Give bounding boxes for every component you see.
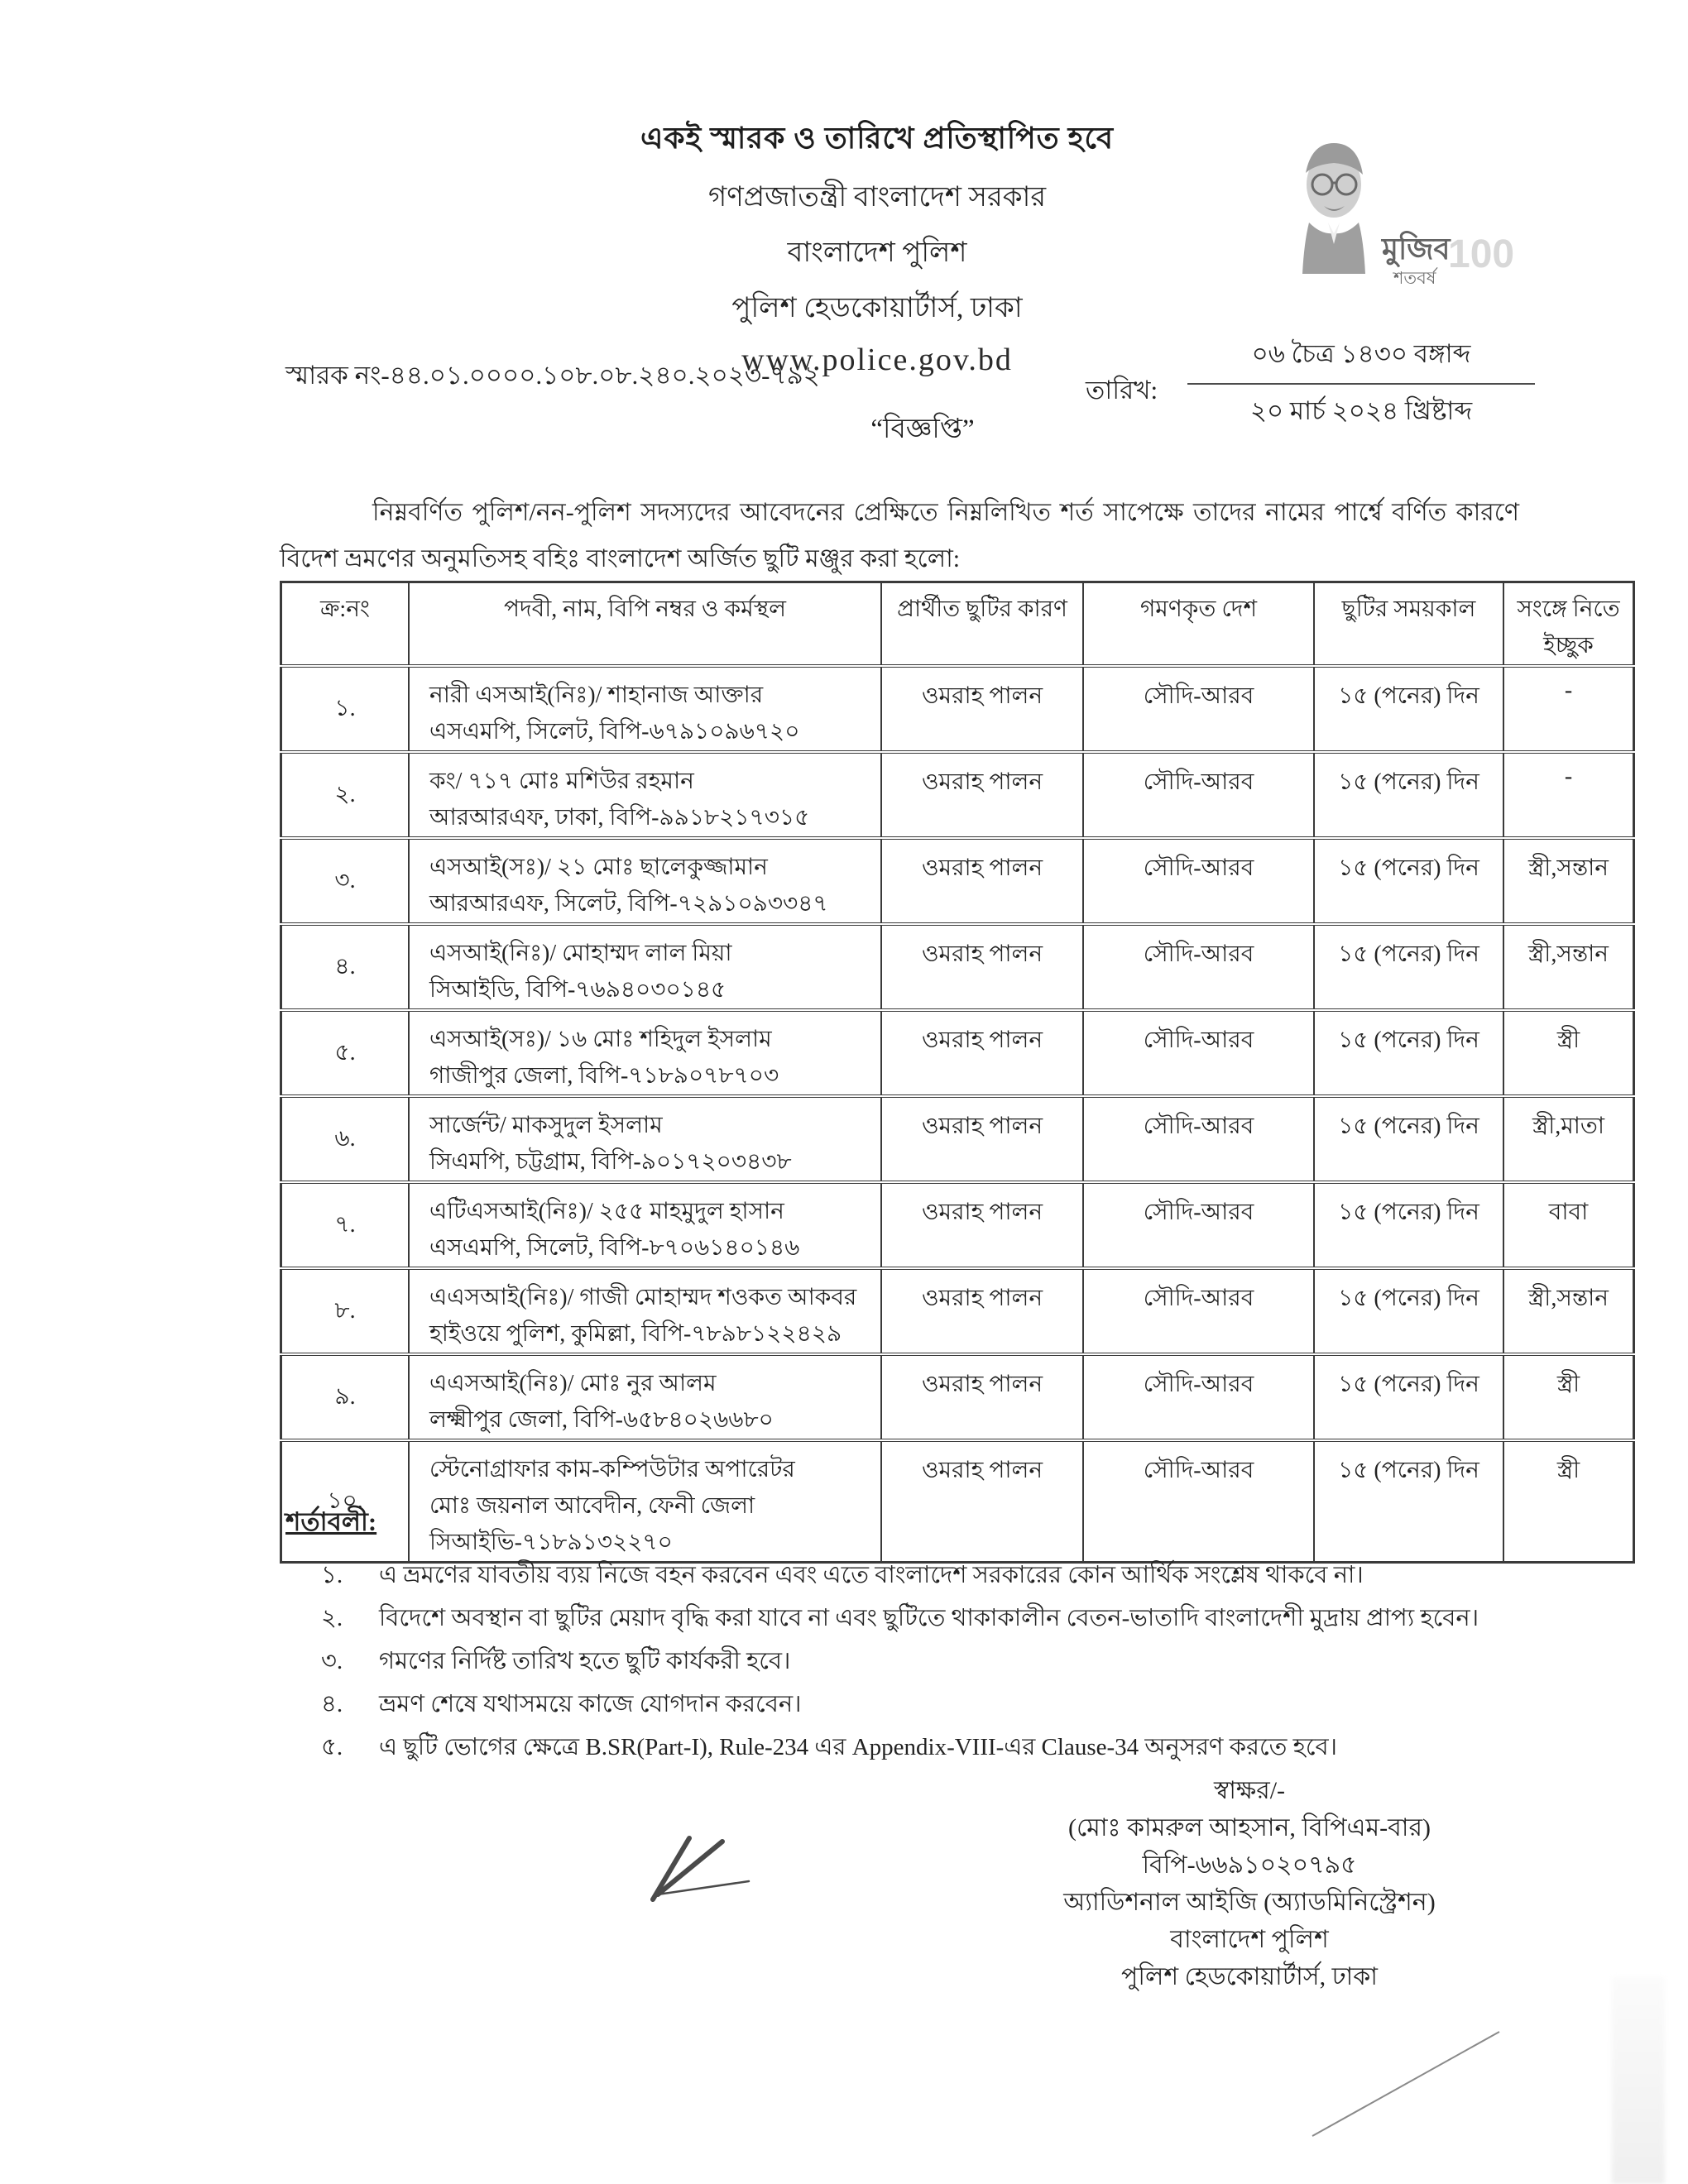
government-name: গণপ্রজাতন্ত্রী বাংলাদেশ সরকার: [707, 182, 1047, 213]
cell-reason: ওমরাহ পালন: [881, 838, 1083, 924]
condition-text: বিদেশে অবস্থান বা ছুটির মেয়াদ বৃদ্ধি করা যাবে না এবং ছুটিতে থাকাকালীন বেতন-ভাতাদি বাংলাদেশী মুদ্রায় প্রাপ্য হবেন।: [379, 1605, 1479, 1631]
header-serial: ক্র:নং: [281, 582, 410, 667]
website-text: www.police.gov.bd: [741, 342, 1013, 377]
cell-country: সৌদি-আরব: [1083, 1354, 1314, 1440]
cell-country: সৌদি-আরব: [1083, 838, 1314, 924]
cell-duration: ১৫ (পনের) দিন: [1314, 1182, 1503, 1268]
cell-companion: বাবা: [1503, 1182, 1634, 1268]
cell-serial: ৮.: [281, 1268, 410, 1354]
handwritten-initial-mark: [641, 1830, 753, 1909]
leave-table: [280, 581, 1635, 1564]
header-country: গমণকৃত দেশ: [1083, 582, 1314, 667]
cell-country: সৌদি-আরব: [1083, 1096, 1314, 1182]
condition-text: এ ভ্রমণের যাবতীয় ব্যয় নিজে বহন করবেন এবং এতে বাংলাদেশ সরকারের কোন আর্থিক সংশ্লেষ থাকবে না।: [379, 1562, 1364, 1588]
condition-number: ৫.: [321, 1734, 343, 1760]
cell-companion: স্ত্রী,সন্তান: [1503, 1268, 1634, 1354]
name-line: এসএমপি, সিলেট, বিপি-৮৭০৬১৪০১৪৬: [429, 1235, 800, 1261]
letterhead: [463, 116, 1291, 378]
cell-companion: স্ত্রী,সন্তান: [1503, 838, 1634, 924]
signatory-designation: অ্যাডিশনাল আইজি (অ্যাডমিনিস্ট্রেশন): [1063, 1889, 1436, 1916]
cell-country: সৌদি-আরব: [1083, 666, 1314, 752]
name-line: নারী এসআই(নিঃ)/ শাহানাজ আক্তার: [429, 682, 764, 708]
notice-title: “বিজ্ঞপ্তি”: [870, 414, 975, 444]
cell-name: [409, 924, 881, 1010]
name-line: কং/ ৭১৭ মোঃ মশিউর রহমান: [429, 769, 694, 794]
cell-serial: ৭.: [281, 1182, 410, 1268]
logo-100-text: 100: [1448, 232, 1515, 276]
cell-companion: স্ত্রী: [1503, 1354, 1634, 1440]
name-line: সিআইভি-৭১৮৯১৩২২৭০: [429, 1530, 673, 1555]
cell-serial: ২.: [281, 752, 410, 838]
cell-reason: ওমরাহ পালন: [881, 752, 1083, 838]
conditions-heading: শর্তাবলী:: [285, 1507, 377, 1536]
header-duration: ছুটির সময়কাল: [1314, 582, 1503, 667]
cell-duration: ১৫ (পনের) দিন: [1314, 1268, 1503, 1354]
scan-artifact-line: [1306, 2024, 1508, 2143]
replacement-note: একই স্মারক ও তারিখে প্রতিস্থাপিত হবে: [640, 122, 1115, 155]
table-row: [281, 666, 1634, 752]
cell-country: সৌদি-আরব: [1083, 1182, 1314, 1268]
table-row: [281, 1440, 1634, 1563]
cell-reason: ওমরাহ পালন: [881, 1010, 1083, 1096]
condition-item: [321, 1602, 1537, 1635]
intro-paragraph: নিম্নবর্ণিত পুলিশ/নন-পুলিশ সদস্যদের আবেদনের প্রেক্ষিতে নিম্নলিখিত শর্ত সাপেক্ষে তাদের নামের পার্শ্বে বর্ণিত কারণে বিদেশ ভ্রমণের অনুমতিসহ বহিঃ বাংলাদেশ অর্জিত ছুটি মঞ্জুর করা হলো:: [280, 499, 1519, 572]
table-header-row: [281, 582, 1634, 667]
condition-text: এ ছুটি ভোগের ক্ষেত্রে B.SR(Part-I), Rule-234 এর Appendix-VIII-এর Clause-34 অনুসরণ করতে হবে।: [379, 1734, 1338, 1760]
signature-block: [968, 1772, 1531, 1995]
condition-item: [321, 1688, 1537, 1721]
cell-name: [409, 838, 881, 924]
cell-duration: ১৫ (পনের) দিন: [1314, 838, 1503, 924]
name-line: এএসআই(নিঃ)/ মোঃ নুর আলম: [429, 1371, 717, 1396]
cell-country: সৌদি-আরব: [1083, 752, 1314, 838]
cell-duration: ১৫ (পনের) দিন: [1314, 752, 1503, 838]
cell-companion: স্ত্রী,সন্তান: [1503, 924, 1634, 1010]
table-row: [281, 752, 1634, 838]
scan-edge-shadow: [1612, 1977, 1665, 2184]
cell-country: সৌদি-আরব: [1083, 1440, 1314, 1563]
cell-duration: ১৫ (পনের) দিন: [1314, 1010, 1503, 1096]
signed-label: স্বাক্ষর/-: [1213, 1777, 1286, 1804]
name-line: আরআরএফ, ঢাকা, বিপি-৯৯১৮২১৭৩১৫: [429, 805, 810, 831]
cell-name: [409, 1268, 881, 1354]
cell-name: [409, 1182, 881, 1268]
name-line: এসআই(সঃ)/ ১৬ মোঃ শহিদুল ইসলাম: [429, 1027, 772, 1052]
condition-number: ৪.: [321, 1691, 343, 1717]
cell-serial: ৩.: [281, 838, 410, 924]
name-line: এসআই(সঃ)/ ২১ মোঃ ছালেকুজ্জামান: [429, 855, 768, 880]
mujib-portrait-icon: [1289, 134, 1379, 276]
condition-number: ৩.: [321, 1648, 343, 1674]
cell-companion: -: [1503, 752, 1634, 838]
condition-number: ১.: [321, 1562, 343, 1588]
cell-reason: ওমরাহ পালন: [881, 1096, 1083, 1182]
cell-companion: -: [1503, 666, 1634, 752]
signatory-organization: বাংলাদেশ পুলিশ: [1170, 1926, 1329, 1953]
mujib-100-logo: [1289, 134, 1515, 288]
name-line: লক্ষ্মীপুর জেলা, বিপি-৬৫৮৪০২৬৬৮০: [429, 1407, 774, 1433]
header-companion: সংঙ্গে নিতে ইচ্ছুক: [1517, 596, 1620, 659]
logo-shotoborsho-text: শতবর্ষ: [1393, 268, 1436, 288]
name-line: স্টেনোগ্রাফার কাম-কম্পিউটার অপারেটর: [429, 1457, 795, 1482]
cell-serial: ৪.: [281, 924, 410, 1010]
date-bangla: ০৬ চৈত্র ১৪৩০ বঙ্গাব্দ: [1187, 334, 1535, 385]
name-line: সিএমপি, চট্টগ্রাম, বিপি-৯০১৭২০৩৪৩৮: [429, 1149, 792, 1175]
date-gregorian: ২০ মার্চ ২০২৪ খ্রিষ্টাব্দ: [1249, 396, 1473, 425]
signatory-office: পুলিশ হেডকোয়ার্টার্স, ঢাকা: [1121, 1963, 1378, 1990]
cell-reason: ওমরাহ পালন: [881, 1354, 1083, 1440]
name-line: এএসআই(নিঃ)/ গাজী মোহাম্মদ শওকত আকবর: [429, 1285, 857, 1310]
cell-serial: ৫.: [281, 1010, 410, 1096]
cell-country: সৌদি-আরব: [1083, 1010, 1314, 1096]
name-line: এসআই(নিঃ)/ মোহাম্মদ লাল মিয়া: [429, 941, 732, 966]
condition-item: [321, 1731, 1537, 1764]
date-label: তারিখ:: [1086, 376, 1158, 405]
condition-text: গমণের নির্দিষ্ট তারিখ হতে ছুটি কার্যকরী হবে।: [379, 1648, 791, 1674]
table-row: [281, 838, 1634, 924]
name-line: হাইওয়ে পুলিশ, কুমিল্লা, বিপি-৭৮৯৮১২২৪২৯: [429, 1321, 842, 1347]
header-name: পদবী, নাম, বিপি নম্বর ও কর্মস্থল: [409, 582, 881, 667]
cell-serial: ১০.: [281, 1440, 410, 1563]
condition-text: ভ্রমণ শেষে যথাসময়ে কাজে যোগদান করবেন।: [379, 1691, 802, 1717]
condition-item: [321, 1645, 1537, 1678]
condition-number: ২.: [321, 1605, 343, 1631]
cell-duration: ১৫ (পনের) দিন: [1314, 666, 1503, 752]
cell-name: [409, 1010, 881, 1096]
cell-name: [409, 666, 881, 752]
cell-country: সৌদি-আরব: [1083, 1268, 1314, 1354]
name-line: সার্জেন্ট/ মাকসুদুল ইসলাম: [429, 1113, 663, 1138]
signatory-name: (মোঃ কামরুল আহসান, বিপিএম-বার): [1068, 1814, 1431, 1842]
conditions-list: [321, 1559, 1537, 1774]
table-row: [281, 1354, 1634, 1440]
cell-duration: ১৫ (পনের) দিন: [1314, 1354, 1503, 1440]
table-row: [281, 1096, 1634, 1182]
office-name: পুলিশ হেডকোয়ার্টার্স, ঢাকা: [731, 293, 1023, 323]
name-line: এটিএসআই(নিঃ)/ ২৫৫ মাহমুদুল হাসান: [429, 1199, 784, 1224]
cell-name: [409, 1354, 881, 1440]
cell-duration: ১৫ (পনের) দিন: [1314, 924, 1503, 1010]
cell-companion: স্ত্রী,মাতা: [1503, 1096, 1634, 1182]
cell-duration: ১৫ (পনের) দিন: [1314, 1440, 1503, 1563]
name-line: গাজীপুর জেলা, বিপি-৭১৮৯০৭৮৭০৩: [429, 1063, 779, 1089]
cell-name: [409, 752, 881, 838]
name-line: এসএমপি, সিলেট, বিপি-৬৭৯১০৯৬৭২০: [429, 719, 800, 745]
cell-reason: ওমরাহ পালন: [881, 666, 1083, 752]
cell-duration: ১৫ (পনের) দিন: [1314, 1096, 1503, 1182]
condition-item: [321, 1559, 1537, 1592]
cell-name: [409, 1440, 881, 1563]
table-row: [281, 924, 1634, 1010]
cell-serial: ৬.: [281, 1096, 410, 1182]
logo-mujib-text: মুজিব: [1382, 232, 1451, 266]
cell-name: [409, 1096, 881, 1182]
cell-companion: স্ত্রী: [1503, 1440, 1634, 1563]
memo-number: স্মারক নং-৪৪.০১.০০০০.১০৮.০৮.২৪০.২০২৩-৭৯২: [285, 361, 820, 390]
cell-reason: ওমরাহ পালন: [881, 924, 1083, 1010]
name-line: আরআরএফ, সিলেট, বিপি-৭২৯১০৯৩৩৪৭: [429, 891, 828, 917]
cell-country: সৌদি-আরব: [1083, 924, 1314, 1010]
name-line: মোঃ জয়নাল আবেদীন, ফেনী জেলা: [429, 1493, 755, 1519]
organization-name: বাংলাদেশ পুলিশ: [787, 237, 967, 268]
table-row: [281, 1268, 1634, 1354]
table-row: [281, 1010, 1634, 1096]
cell-companion: স্ত্রী: [1503, 1010, 1634, 1096]
name-line: সিআইডি, বিপি-৭৬৯৪০৩০১৪৫: [429, 977, 727, 1003]
header-reason: প্রার্থীত ছুটির কারণ: [881, 582, 1083, 667]
cell-reason: ওমরাহ পালন: [881, 1440, 1083, 1563]
table-row: [281, 1182, 1634, 1268]
cell-serial: ৯.: [281, 1354, 410, 1440]
cell-serial: ১.: [281, 666, 410, 752]
cell-reason: ওমরাহ পালন: [881, 1268, 1083, 1354]
cell-reason: ওমরাহ পালন: [881, 1182, 1083, 1268]
signatory-bp-number: বিপি-৬৬৯১০২০৭৯৫: [1142, 1851, 1357, 1879]
